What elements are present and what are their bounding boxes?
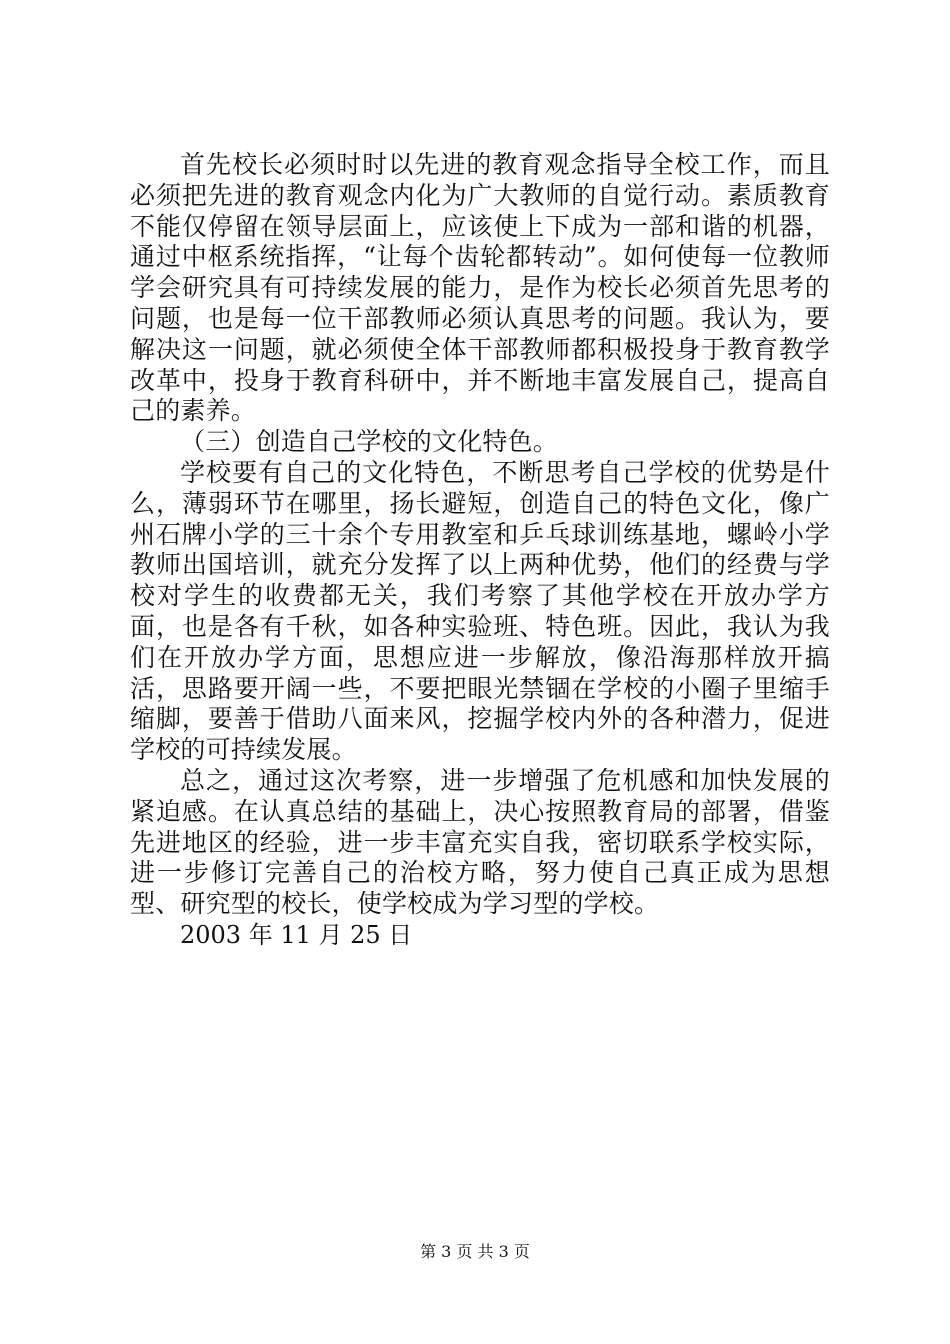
paragraph-principal-ideas: 首先校长必须时时以先进的教育观念指导全校工作，而且必须把先进的教育观念内化为广大教师的自觉行动。素质教育不能仅停留在领导层面上，应该使上下成为一部和谐的机器，通过中枢系统指挥，“让每个齿轮都转动”。如何使每一位教师学会研究具有可持续发展的能力，是作为校长必须首先思考的问题，也是每一位干部教师必须认真思考的问题。我认为，要解决这一问题，就必须使全体干部教师都积极投身于教育教学改革中，投身于教育科研中，并不断地丰富发展自己，提高自己的素养。 bbox=[130, 150, 830, 426]
document-body bbox=[130, 150, 830, 951]
document-date: 2003 年 11 月 25 日 bbox=[180, 920, 413, 949]
paragraph-school-culture: 学校要有自己的文化特色，不断思考自己学校的优势是什么，薄弱环节在哪里，扬长避短，创造自己的特色文化，像广州石牌小学的三十余个专用教室和乒乓球训练基地，螺岭小学教师出国培训，就充分发挥了以上两种优势，他们的经费与学校对学生的收费都无关，我们考察了其他学校在开放办学方面，也是各有千秋，如各种实验班、特色班。因此，我认为我们在开放办学方面，思想应进一步解放，像沿海那样放开搞活，思路要开阔一些，不要把眼光禁锢在学校的小圈子里缩手缩脚，要善于借助八面来风，挖掘学校内外的各种潜力，促进学校的可持续发展。 bbox=[130, 457, 830, 765]
paragraph-conclusion: 总之，通过这次考察，进一步增强了危机感和加快发展的紧迫感。在认真总结的基础上，决心按照教育局的部署，借鉴先进地区的经验，进一步丰富充实自我，密切联系学校实际，进一步修订完善自己的治校方略，努力使自己真正成为思想型、研究型的校长，使学校成为学习型的学校。 bbox=[130, 765, 830, 919]
section-heading-culture: （三）创造自己学校的文化特色。 bbox=[180, 427, 559, 457]
page-footer: 第 3 页 共 3 页 bbox=[420, 1242, 530, 1261]
